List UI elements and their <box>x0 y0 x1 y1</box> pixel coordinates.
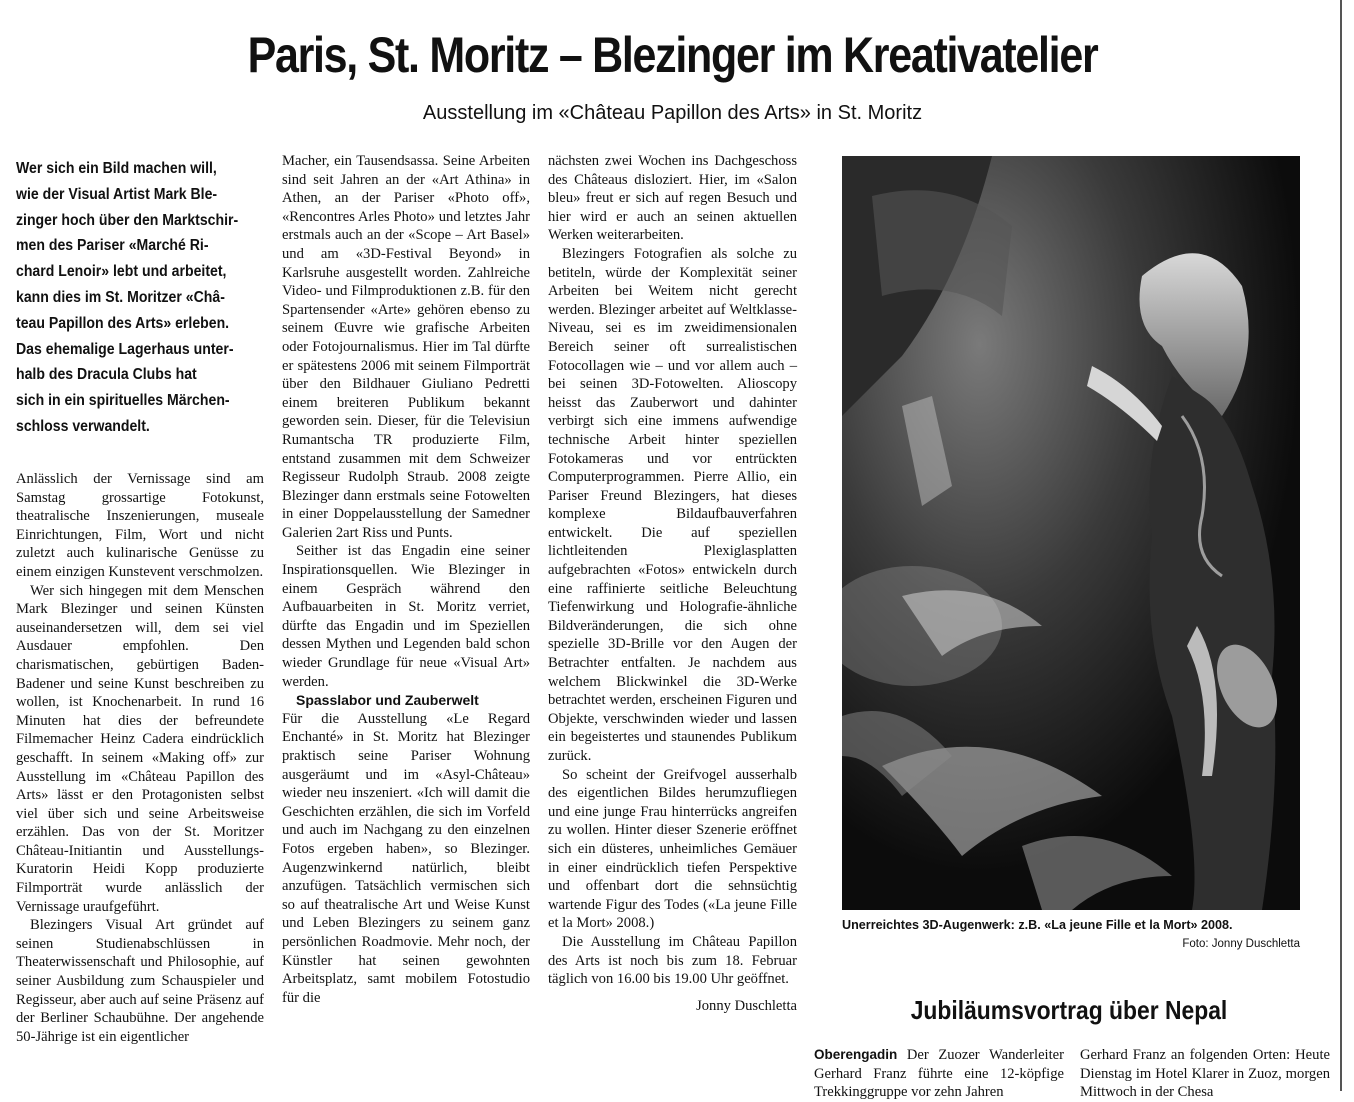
body-paragraph: Wer sich hingegen mit dem Menschen Mark Blezinger und seinen Künsten auseinandersetzen will, dem sei viel Ausdauer empfohlen. Den charismatischen, gebürtigen Baden-Badener und seine Kunst beschreiben zu wollen, ist Knochenarbeit. In rund 16 Minuten hat dies der befreundete Filmemacher Heinz Cadera eindrücklich geschafft. In seinem «Making off» zur Ausstellung im «Château Papillon des Arts» lässt er den Protagonisten selbst viel über sich und seine Arbeitsweise erzählen. Das von der St. Moritzer Château-Initiantin und Ausstellungs-Kuratorin Heidi Kopp produzierte Filmporträt wurde anlässlich der Vernissage uraufgeführt. <box>16 582 264 915</box>
lead-line: men des Pariser «Marché Ri- <box>16 237 209 255</box>
lead-paragraph <box>16 156 268 440</box>
photo-caption: Unerreichtes 3D-Augenwerk: z.B. «La jeune Fille et la Mort» 2008. <box>842 918 1233 932</box>
dateline: Oberengadin <box>814 1047 898 1062</box>
second-article-column-1 <box>814 1046 1064 1102</box>
lead-line: Das ehemalige Lagerhaus unter- <box>16 340 234 358</box>
photo-illustration <box>842 156 1300 910</box>
body-paragraph: Macher, ein Tausendsassa. Seine Arbeiten sind seit Jahren an der «Art Athina» in Athen, an der Pariser «Photo off», «Rencontres Arles Photo» und letztes Jahr erstmals auch an der «Scope – Art Basel» und am «3D-Festival Beyond» in Karlsruhe ausgestellt worden. Zahlreiche Video- und Filmproduktionen z.B. für den Spartensender «Arte» gehören ebenso zu seinem Œuvre wie grafische Arbeiten oder Fotojournalismus. Hier im Tal dürfte er spätestens 2006 mit seinem Filmporträt über den Bildhauer Giuliano Pedretti einem breiteren Publikum bekannt geworden sein. Dieser, für die Televisiun Rumantscha TR produzierte Film, entstand zusammen mit dem Schweizer Regisseur Rudolph Straub. 2008 zeigte Blezinger dann erstmals seine Fotowelten in einer Doppelausstellung der Samedner Galerien 2art Riss und Punts. <box>282 153 530 541</box>
lead-line: Wer sich ein Bild machen will, <box>16 160 217 177</box>
section-subhead: Spasslabor und Zauberwelt <box>296 692 479 709</box>
body-paragraph: Blezingers Fotografien als solche zu betiteln, würde der Komplexität seiner Arbeiten bei Weitem nicht gerecht werden. Blezinger arbeitet auf Weltklasse-Niveau, sei es im zweidimensionalen Bereich seiner oft surrealistischen Fotocollagen wie – und vor allem auch – bei seinen 3D-Fotowelten. Alioscopy heisst das Zauberwort und dahinter verbirgt sich eine immens aufwendige technische Arbeit hinter speziellen Fotokameras und vor entrückten Computerprogrammen. Pierre Allio, ein Pariser Freund Blezingers, hat dieses komplexe Bildaufbauverfahren entwickelt. Die auf speziellen lichtleitenden Plexiglasplatten aufgebrachten «Fotos» entwickeln durch eine raffinierte seitliche Beleuchtung Tiefenwirkung und Holografie-ähnliche Bildveränderungen, die sich ohne spezielle 3D-Brille vor den Augen der Betrachter entfalten. Je nachdem aus welchem Blickwinkel die 3D-Werke betrachtet werden, erscheinen Figuren und Objekte, verschwinden wieder und lassen ein begeistertes und staunendes Publikum zurück. <box>548 245 797 764</box>
lead-line: sich in ein spirituelles Märchen- <box>16 392 230 410</box>
lead-line: chard Lenoir» lebt und arbeitet, <box>16 263 227 281</box>
lead-line: zinger hoch über den Marktschir- <box>16 211 239 229</box>
body-paragraph: Blezingers Visual Art gründet auf seinen Studienabschlüssen in Theaterwissenschaft und Philosophie, auf seiner Ausbildung zum Schauspieler und Regisseur, aber auch auf seine Präsenz auf der Berliner Schaubühne. Der angehende 50-Jährige ist ein eigentlicher <box>16 917 264 1045</box>
photo-credit: Foto: Jonny Duschletta <box>1182 938 1300 950</box>
body-paragraph: Die Ausstellung im Château Papillon des Arts ist noch bis zum 18. Februar täglich von 16.00 bis 19.00 Uhr geöffnet. <box>548 933 797 988</box>
article-title: Paris, St. Moritz – Blezinger im Kreativatelier <box>247 27 1098 83</box>
body-paragraph: Seither ist das Engadin eine seiner Inspirationsquellen. Wie Blezinger in einem Gespräch während den Aufbauarbeiten in St. Moritz verriet, dürfte das Engadin und im Speziellen dessen Mythen und Legenden bald schon wieder Grundlage für neue «Visual Art» werden. <box>282 543 530 690</box>
body-paragraph: Anlässlich der Vernissage sind am Samstag grossartige Fotokunst, theatralische Inszenierungen, museale Einrichtungen, Film, Wort und nicht zuletzt auch kulinarische Genüsse zu einem einzigen Kunstevent verschmolzen. <box>16 471 264 580</box>
lead-line: schloss verwandelt. <box>16 417 150 435</box>
article-photo <box>842 156 1300 910</box>
lead-line: kann dies im St. Moritzer «Châ- <box>16 288 225 306</box>
body-paragraph: Für die Ausstellung «Le Regard Enchanté» in St. Moritz hat Blezinger praktisch seine Pariser Wohnung ausgeräumt und im «Asyl-Château» wieder neu inszeniert. «Ich will damit die Geschichten erzählen, die sich im Vorfeld und auch im Nachgang zu den einzelnen Fotos ergeben haben», so Blezinger. Augenzwinkernd natürlich, bleibt anzufügen. Tatsächlich vermischen sich so auf theatralische Art und Weise Kunst und Leben Blezingers zu seinem ganz persönlichen Roadmovie. Mehr noch, der Künstler hat seinen gewohnten Arbeitsplatz, samt mobilem Fotostudio für die <box>282 710 530 1006</box>
page-edge-line <box>1340 0 1342 1091</box>
lead-line: halb des Dracula Clubs hat <box>16 366 197 384</box>
body-paragraph: Gerhard Franz an folgenden Orten: Heute Dienstag im Hotel Klarer in Zuoz, morgen Mittwoch in der Chesa <box>1080 1047 1330 1101</box>
article-subtitle: Ausstellung im «Château Papillon des Arts» in St. Moritz <box>422 102 923 124</box>
second-article-title: Jubiläumsvortrag über Nepal <box>910 995 1228 1025</box>
body-paragraph <box>814 1046 1064 1102</box>
lead-line: wie der Visual Artist Mark Ble- <box>16 185 218 203</box>
body-text: Der Zuozer Wanderleiter Gerhard Franz führte eine 12-köpfige Trekkinggruppe vor zehn Jahren <box>814 1047 1064 1101</box>
body-column-2 <box>282 152 530 1007</box>
lead-line: teau Papillon des Arts» erleben. <box>16 314 230 332</box>
author-byline: Jonny Duschletta <box>696 997 797 1014</box>
body-column-3 <box>548 152 797 1015</box>
body-paragraph: nächsten zwei Wochen ins Dachgeschoss des Châteaus disloziert. Hier, im «Salon bleu» freut er sich auf regen Besuch und hier wird er auch an seinen aktuellen Werken weiterarbeiten. <box>548 153 797 244</box>
second-article-column-2 <box>1080 1046 1330 1102</box>
body-paragraph: So scheint der Greifvogel ausserhalb des eigentlichen Bildes herumzufliegen und eine junge Frau hinterrücks angreifen zu wollen. Hinter dieser Szenerie eröffnet sich ein düsteres, unheimliches Gemäuer in einer eindrücklich tiefen Perspektive und offenbart dort die sehnsüchtig wartende Figur des Todes («La jeune Fille et la Mort» 2008.) <box>548 766 797 932</box>
body-column-1 <box>16 470 264 1046</box>
